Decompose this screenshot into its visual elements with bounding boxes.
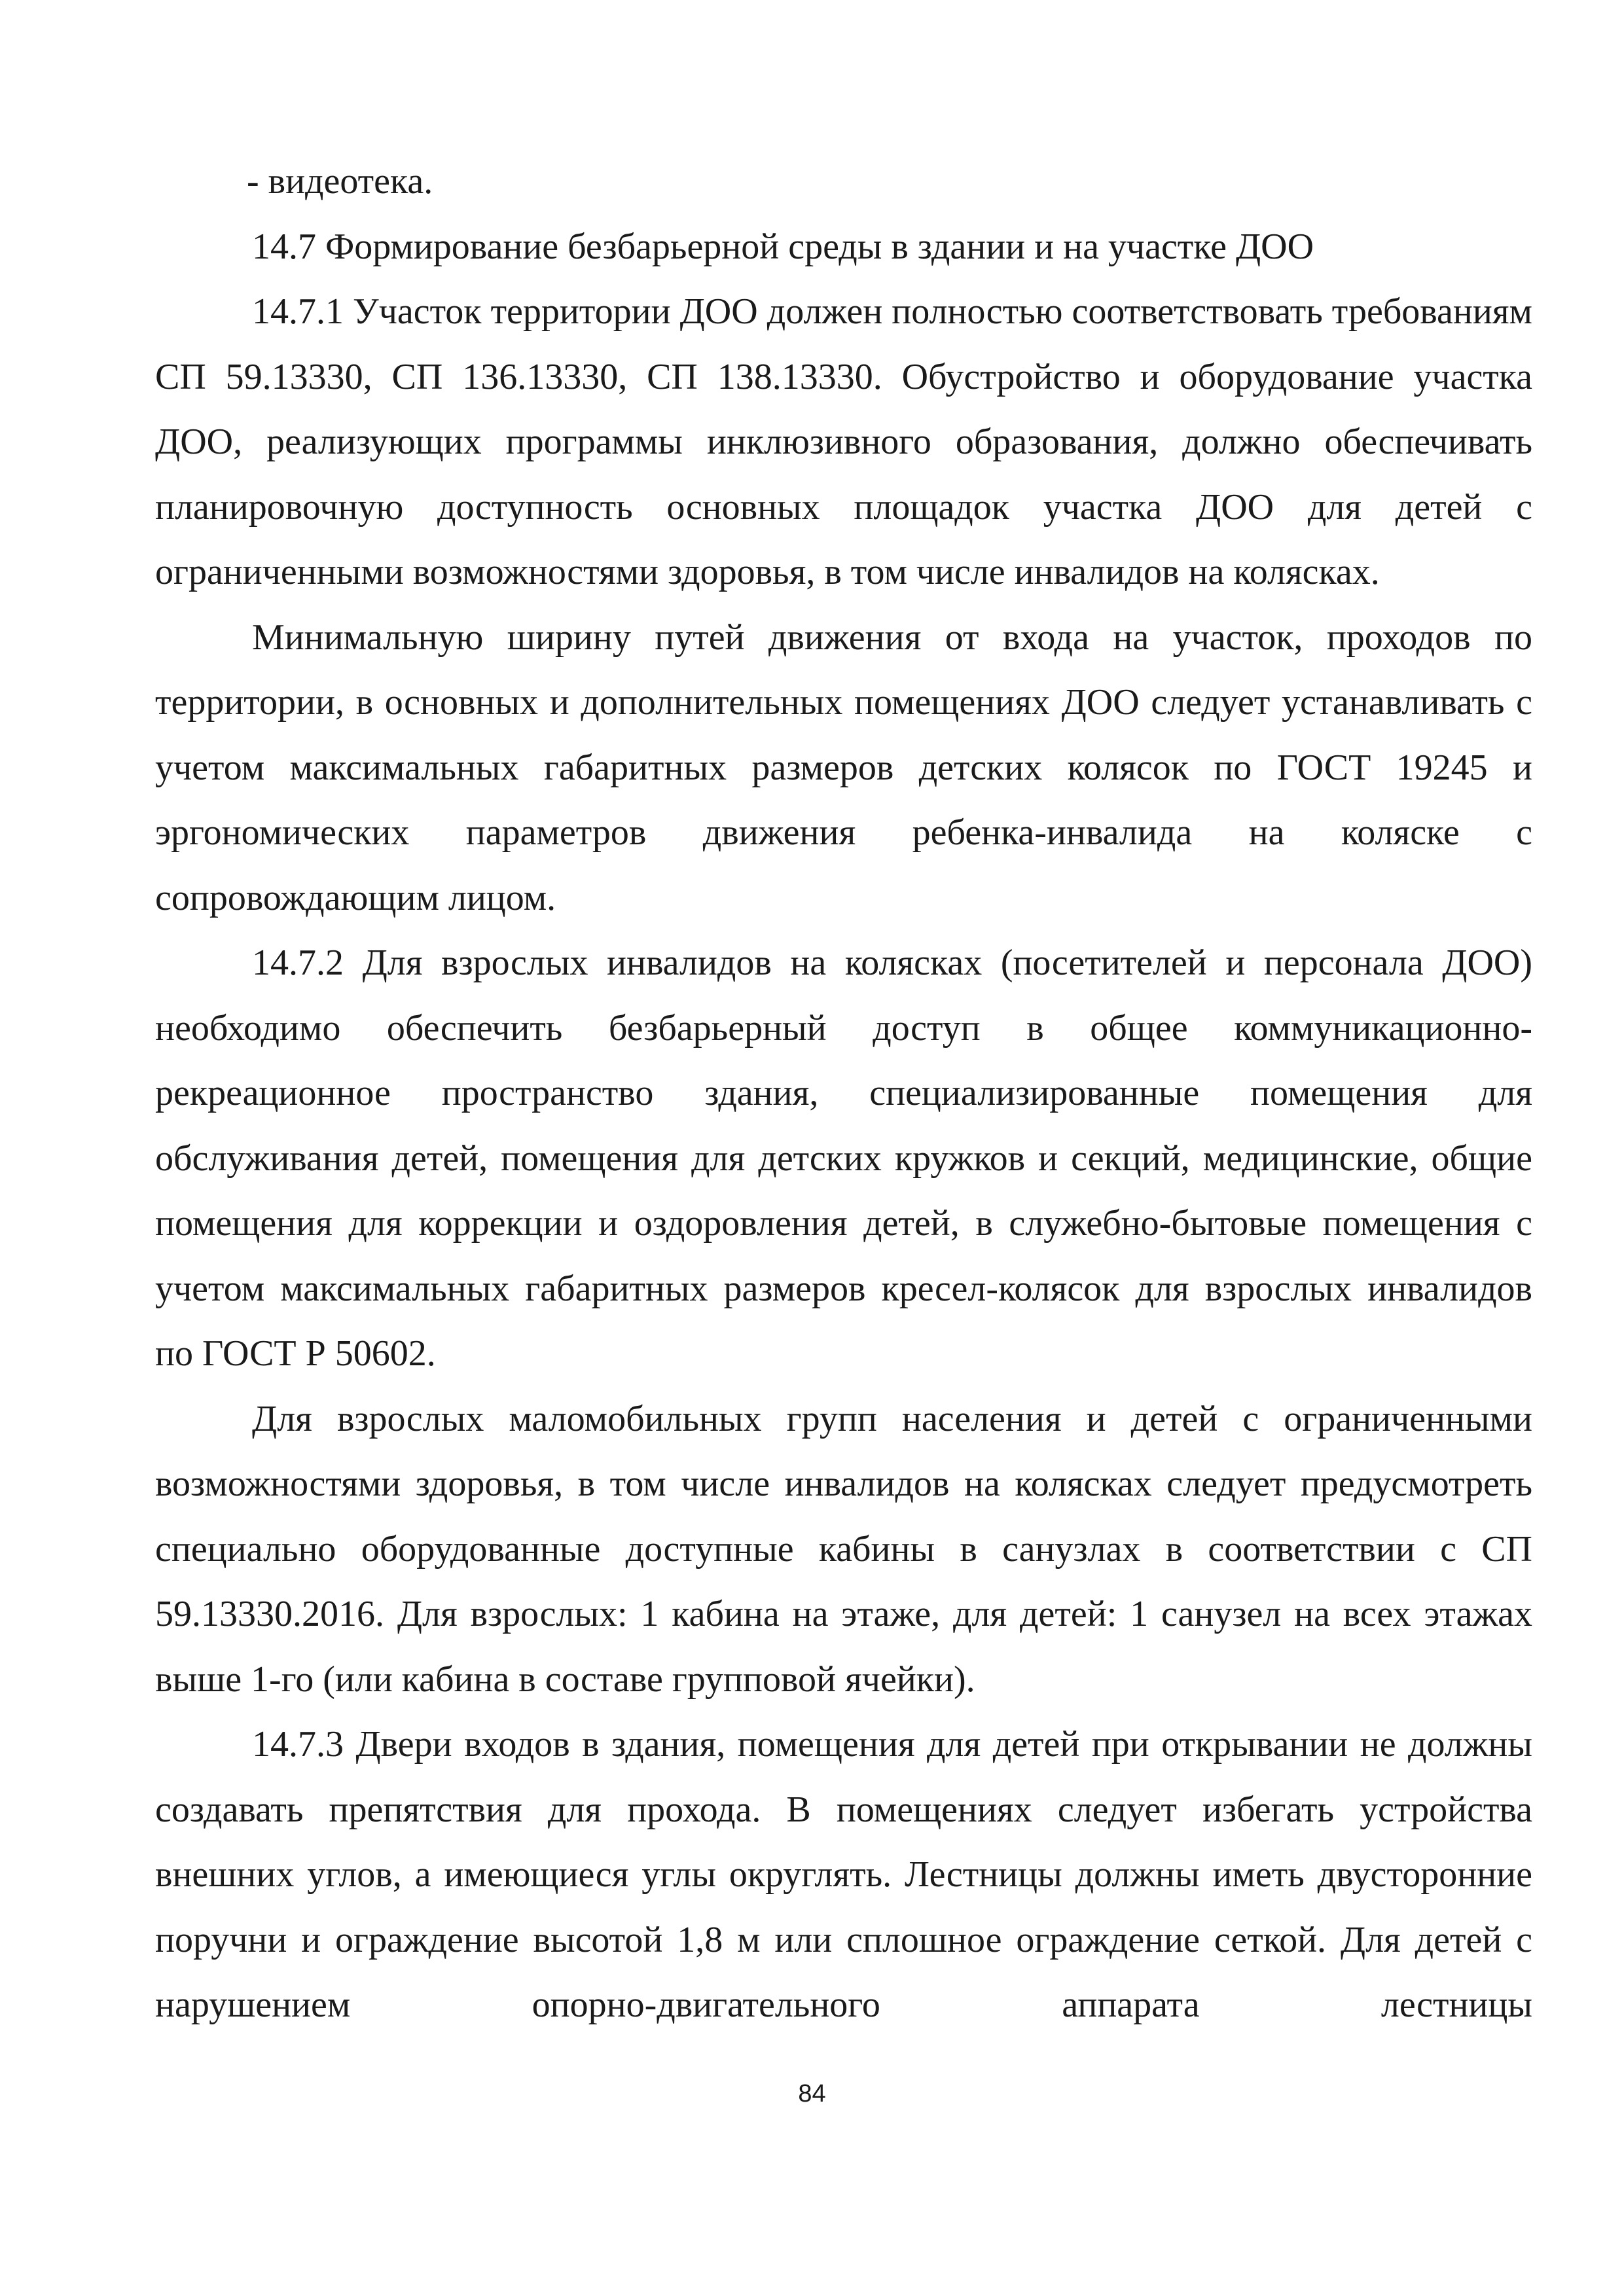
paragraph-14-7-3: 14.7.3 Двери входов в здания, помещения для детей при открывании не должны создавать препятствия для прохода. В помещениях следует избегать устройства внешних углов, а имеющиеся углы округлять. Лестницы должны иметь двусторонние поручни и ограждение высотой 1,8 м или сплошное ограждение сеткой. Для детей с нарушением опорно-двигательного аппарата лестницы — [155, 1724, 1532, 2025]
paragraph-accessible-cabins: Для взрослых маломобильных групп населения и детей с ограниченными возможностями здоровья, в том числе инвалидов на колясках следует предусмотреть специально оборудованные доступные кабины в санузлах в соответствии с СП 59.13330.2016. Для взрослых: 1 кабина на этаже, для детей: 1 санузел на всех этажах выше 1-го (или кабина в составе групповой ячейки). — [155, 1398, 1532, 1700]
page-number: 84 — [798, 2080, 826, 2108]
paragraph-14-7-1: 14.7.1 Участок территории ДОО должен полностью соответствовать требованиям СП 59.13330, СП 136.13330, СП 138.13330. Обустройство и оборудование участка ДОО, реализующих программы инклюзивного образования, должно обеспечивать планировочную доступность основных площадок участка ДОО для детей с ограниченными возможностями здоровья, в том числе инвалидов на колясках. — [155, 291, 1532, 592]
paragraph-path-width: Минимальную ширину путей движения от входа на участок, проходов по территории, в основных и дополнительных помещениях ДОО следует устанавливать с учетом максимальных габаритных размеров детских колясок по ГОСТ 19245 и эргономических параметров движения ребенка-инвалида на коляске с сопровождающим лицом. — [155, 617, 1532, 918]
list-item-videoteka: - видеотека. — [247, 161, 433, 202]
section-heading-14-7: 14.7 Формирование безбарьерной среды в здании и на участке ДОО — [252, 226, 1314, 267]
paragraph-14-7-2: 14.7.2 Для взрослых инвалидов на колясках (посетителей и персонала ДОО) необходимо обеспечить безбарьерный доступ в общее коммуникационно-рекреационное пространство здания, специализированные помещения для обслуживания детей, помещения для детских кружков и секций, медицинские, общие помещения для коррекции и оздоровления детей, в служебно-бытовые помещения с учетом максимальных габаритных размеров кресел-колясок для взрослых инвалидов по ГОСТ Р 50602. — [155, 942, 1532, 1374]
document-body — [155, 149, 1532, 2038]
